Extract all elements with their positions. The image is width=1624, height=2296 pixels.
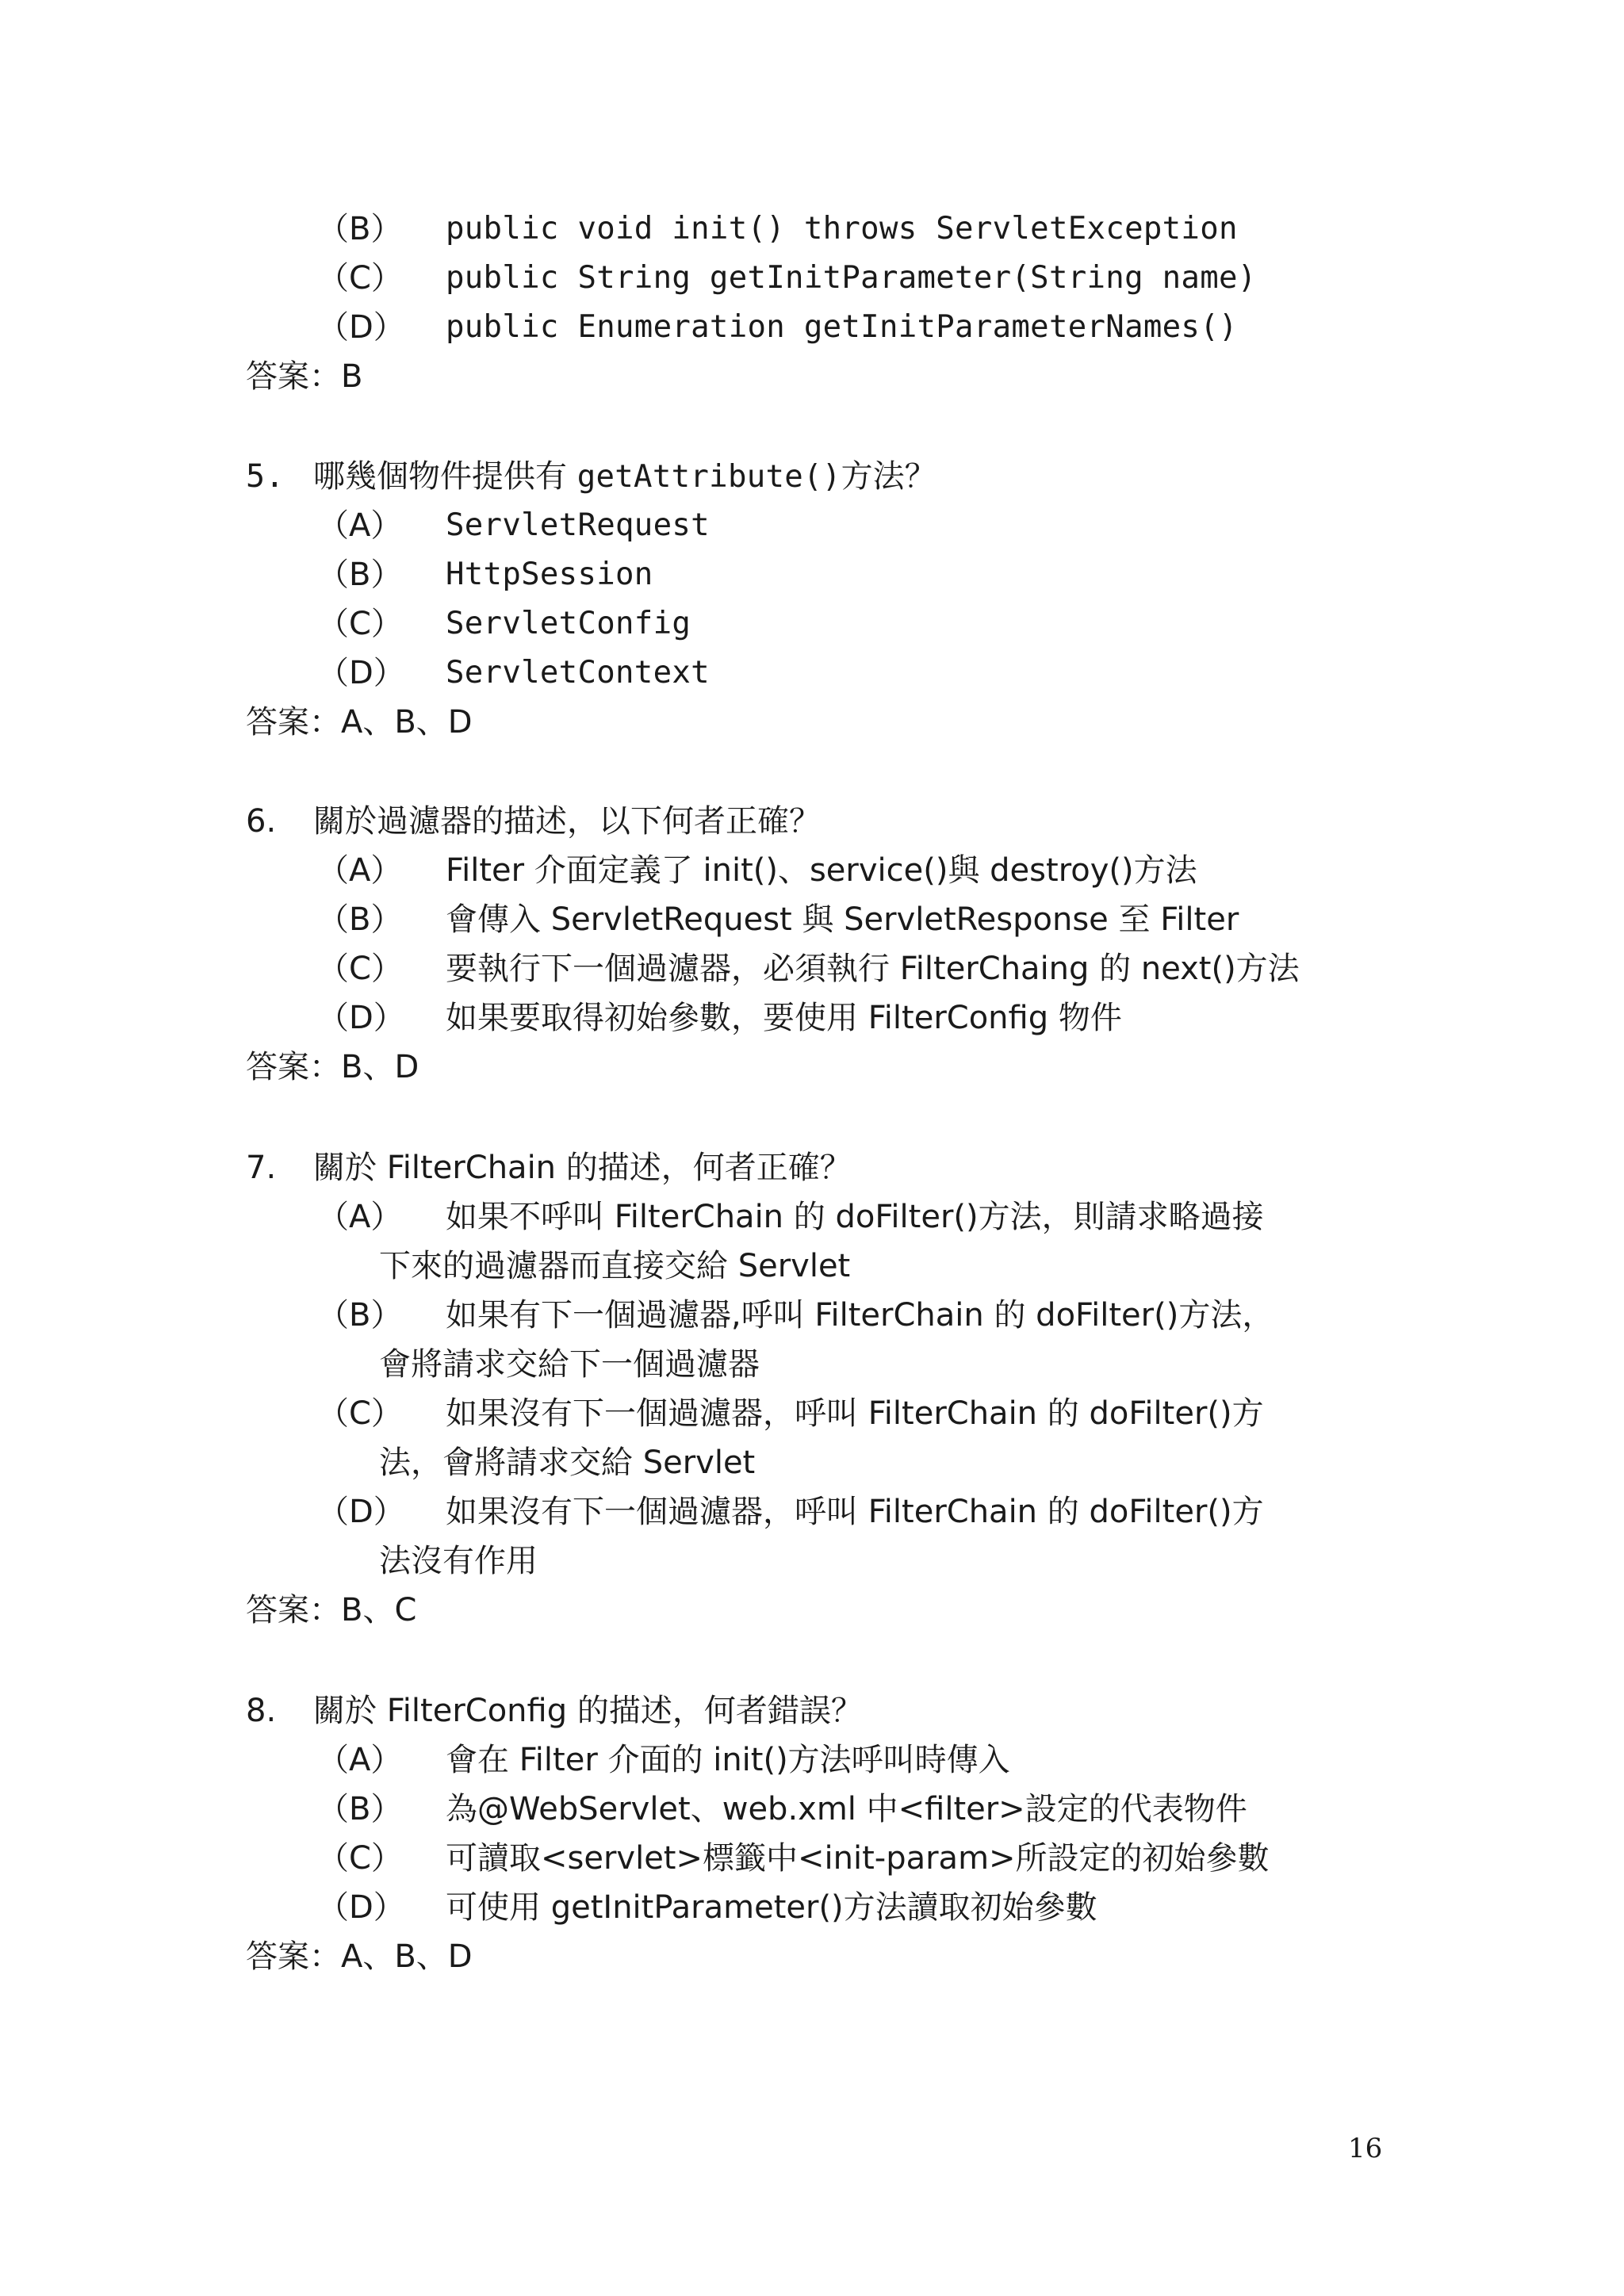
- option-text: 要執行下一個過濾器，必須執行 FilterChaing 的 next()方法: [446, 951, 1300, 987]
- option-label: （B）: [317, 1791, 403, 1827]
- option-label: （C）: [317, 260, 403, 297]
- option-label: （C）: [317, 1395, 403, 1432]
- option-text-continued: 法沒有作用: [379, 1543, 538, 1579]
- option-label: （B）: [317, 211, 403, 247]
- option-text: 如果沒有下一個過濾器，呼叫 FilterChain 的 doFilter()方: [446, 1494, 1264, 1530]
- option-text: 如果要取得初始參數，要使用 FilterConfig 物件: [446, 1000, 1122, 1036]
- question-number: 7.: [246, 1150, 277, 1186]
- answer: 答案：B、C: [246, 1592, 417, 1628]
- option-text: ServletConfig: [446, 606, 691, 641]
- option-text: 可使用 getInitParameter()方法讀取初始參數: [446, 1889, 1097, 1926]
- question-text-part: 方法？: [841, 458, 936, 495]
- option-label: （C）: [317, 1840, 403, 1877]
- option-text-continued: 法，會將請求交給 Servlet: [379, 1445, 756, 1481]
- page-number: 16: [1348, 2133, 1383, 2164]
- option-text: Filter 介面定義了 init()、service()與 destroy()方法: [446, 852, 1197, 889]
- option-label: （D）: [317, 1494, 405, 1530]
- question-text: [313, 452, 936, 502]
- option-text-continued: 會將請求交給下一個過濾器: [379, 1346, 760, 1383]
- question-text-part: 哪幾個物件提供有: [313, 458, 577, 495]
- option-label: （D）: [317, 655, 405, 691]
- option-text: public void init() throws ServletException: [446, 211, 1238, 247]
- question-number: 6.: [246, 803, 277, 840]
- question-text: 關於過濾器的描述，以下何者正確？: [313, 803, 821, 840]
- answer: 答案：A、B、D: [246, 704, 473, 740]
- option-text: 可讀取<servlet>標籤中<init-param>所設定的初始參數: [446, 1840, 1270, 1877]
- answer: 答案：A、B、D: [246, 1938, 473, 1975]
- option-text-continued: 下來的過濾器而直接交給 Servlet: [379, 1248, 851, 1284]
- option-label: （C）: [317, 951, 403, 987]
- option-label: （A）: [317, 507, 403, 544]
- option-label: （B）: [317, 901, 403, 938]
- question-text: 關於 FilterConfig 的描述，何者錯誤？: [313, 1693, 863, 1729]
- question-number: 5.: [246, 458, 285, 495]
- option-text: 為@WebServlet、web.xml 中<filter>設定的代表物件: [446, 1791, 1247, 1827]
- option-label: （B）: [317, 557, 403, 593]
- question-code: getAttribute(): [576, 459, 841, 495]
- option-label: （A）: [317, 1742, 403, 1778]
- option-text: 會傳入 ServletRequest 與 ServletResponse 至 Filter: [446, 901, 1239, 938]
- option-label: （D）: [317, 1000, 405, 1036]
- answer: 答案：B、D: [246, 1049, 419, 1085]
- option-text: public Enumeration getInitParameterNames(): [446, 309, 1238, 345]
- option-label: （B）: [317, 1297, 403, 1334]
- question-number: 8.: [246, 1693, 277, 1729]
- option-text: 如果不呼叫 FilterChain 的 doFilter()方法，則請求略過接: [446, 1199, 1264, 1235]
- option-text: HttpSession: [446, 557, 653, 592]
- option-text: 如果有下一個過濾器,呼叫 FilterChain 的 doFilter()方法，: [446, 1297, 1274, 1334]
- option-label: （A）: [317, 1199, 403, 1235]
- answer: 答案：B: [246, 358, 363, 395]
- option-label: （A）: [317, 852, 403, 889]
- option-label: （D）: [317, 1889, 405, 1926]
- option-label: （C）: [317, 606, 403, 642]
- option-text: 如果沒有下一個過濾器，呼叫 FilterChain 的 doFilter()方: [446, 1395, 1264, 1432]
- question-text: 關於 FilterChain 的描述，何者正確？: [313, 1150, 852, 1186]
- option-label: （D）: [317, 309, 405, 346]
- option-text: 會在 Filter 介面的 init()方法呼叫時傳入: [446, 1742, 1010, 1778]
- option-text: public String getInitParameter(String name): [446, 260, 1257, 296]
- option-text: ServletRequest: [446, 507, 710, 543]
- option-text: ServletContext: [446, 655, 710, 691]
